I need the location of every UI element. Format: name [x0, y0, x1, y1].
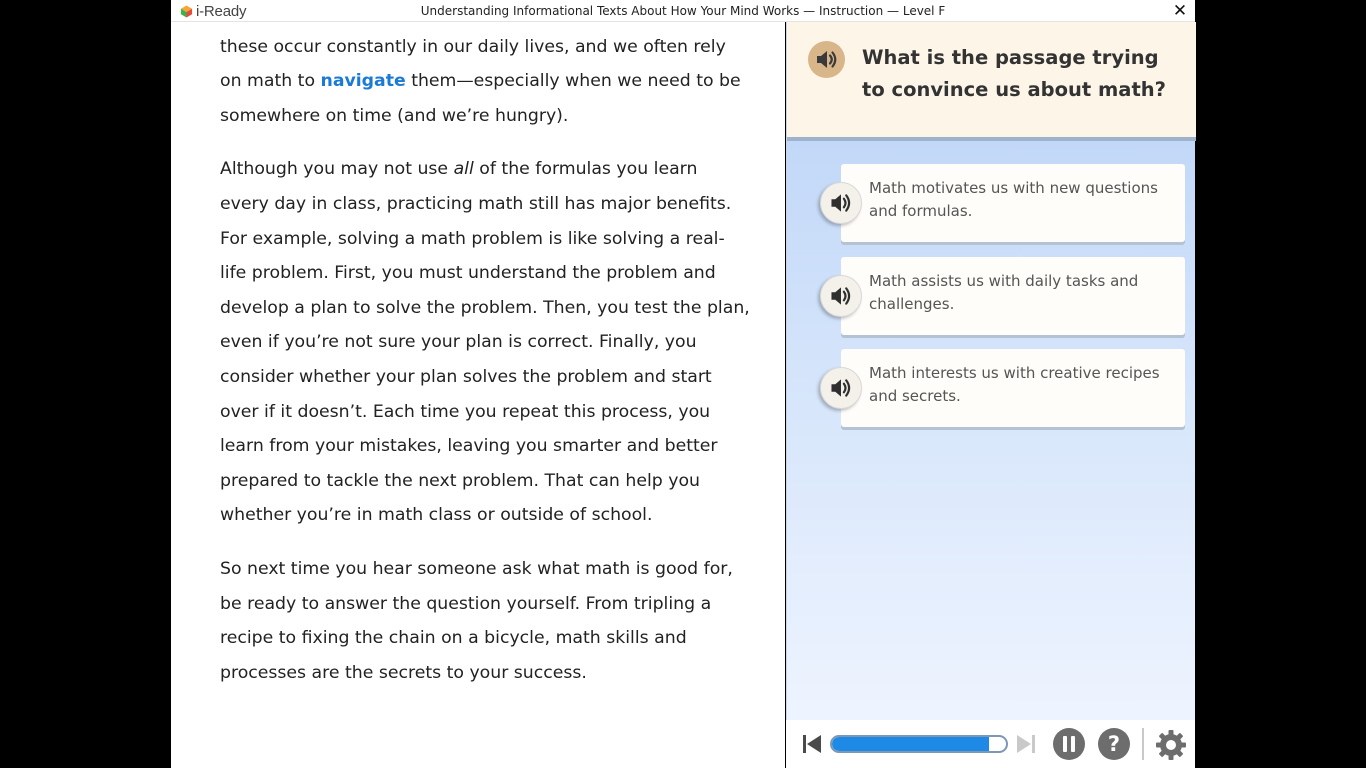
vocab-word-link[interactable]: navigate [320, 71, 406, 92]
brand-name: i-Ready [196, 2, 247, 20]
title-bar [171, 0, 1195, 22]
speaker-icon [821, 368, 861, 408]
question-audio-button[interactable] [808, 41, 845, 78]
choice-1-audio-button[interactable] [820, 182, 862, 224]
reading-panel [171, 22, 785, 768]
answer-choice-2[interactable] [841, 257, 1185, 335]
lesson-controls [786, 720, 1195, 768]
answer-choice-3[interactable] [841, 349, 1185, 427]
lesson-progress-bar [830, 735, 1008, 753]
passage-paragraph-1 [220, 22, 750, 133]
speaker-icon [821, 183, 861, 223]
answer-choice-1[interactable] [841, 164, 1185, 242]
emphasized-word: all [453, 159, 474, 180]
close-button[interactable]: ✕ [1172, 1, 1188, 21]
answer-choice-text: Math motivates us with new questions and formulas. [869, 179, 1158, 220]
skip-forward-icon[interactable] [1014, 732, 1038, 756]
passage-paragraph-3 [220, 552, 750, 690]
paragraph-text: them—especially when we need to be somewhere on time (and we’re hungry). [220, 71, 741, 126]
question-prompt: What is the passage trying to convince us about math? [862, 46, 1166, 101]
controls-divider [1142, 728, 1144, 760]
passage-text [220, 22, 750, 709]
speaker-icon [808, 41, 845, 78]
pause-button[interactable] [1053, 728, 1085, 760]
progress-fill [832, 737, 989, 751]
window-title: Understanding Informational Texts About How Your Mind Works — Instruction — Level F [420, 4, 946, 18]
paragraph-text: Although you may not use [220, 159, 449, 180]
paragraph-text: these occur constantly in our daily lives, and we often rely on math to [220, 36, 726, 92]
skip-back-icon[interactable] [800, 732, 824, 756]
paragraph-text: So next time you hear someone ask what math is good for, be ready to answer the question yourself. From tripling a recipe to fixing the chain on a bicycle, math skills and processes are the secrets to your success. [220, 558, 733, 683]
passage-paragraph-2 [220, 152, 750, 533]
answer-choice-text: Math assists us with daily tasks and challenges. [869, 272, 1139, 313]
speaker-icon [821, 276, 861, 316]
choice-2-audio-button[interactable] [820, 275, 862, 317]
question-header [787, 22, 1196, 141]
help-button[interactable]: ? [1098, 728, 1130, 760]
gear-icon[interactable] [1154, 728, 1188, 762]
pause-icon [1053, 728, 1085, 760]
answer-choice-text: Math interests us with creative recipes and secrets. [869, 364, 1160, 405]
paragraph-text: of the formulas you learn every day in class, practicing math still has major benefits. For example, solving a math problem is like solving a real-life problem. First, you must understand the problem and develop a plan to solve the problem. Then, you test the plan, even if you’re not sure your plan is correct. Finally, you consider whether your plan solves the problem and start over if it doesn’t. Each time you repeat this process, you learn from your mistakes, leaving you smarter and better prepared to tackle the next problem. That can help you whether you’re in math class or outside of school. [220, 159, 750, 526]
question-panel [786, 22, 1195, 720]
choice-3-audio-button[interactable] [820, 367, 862, 409]
